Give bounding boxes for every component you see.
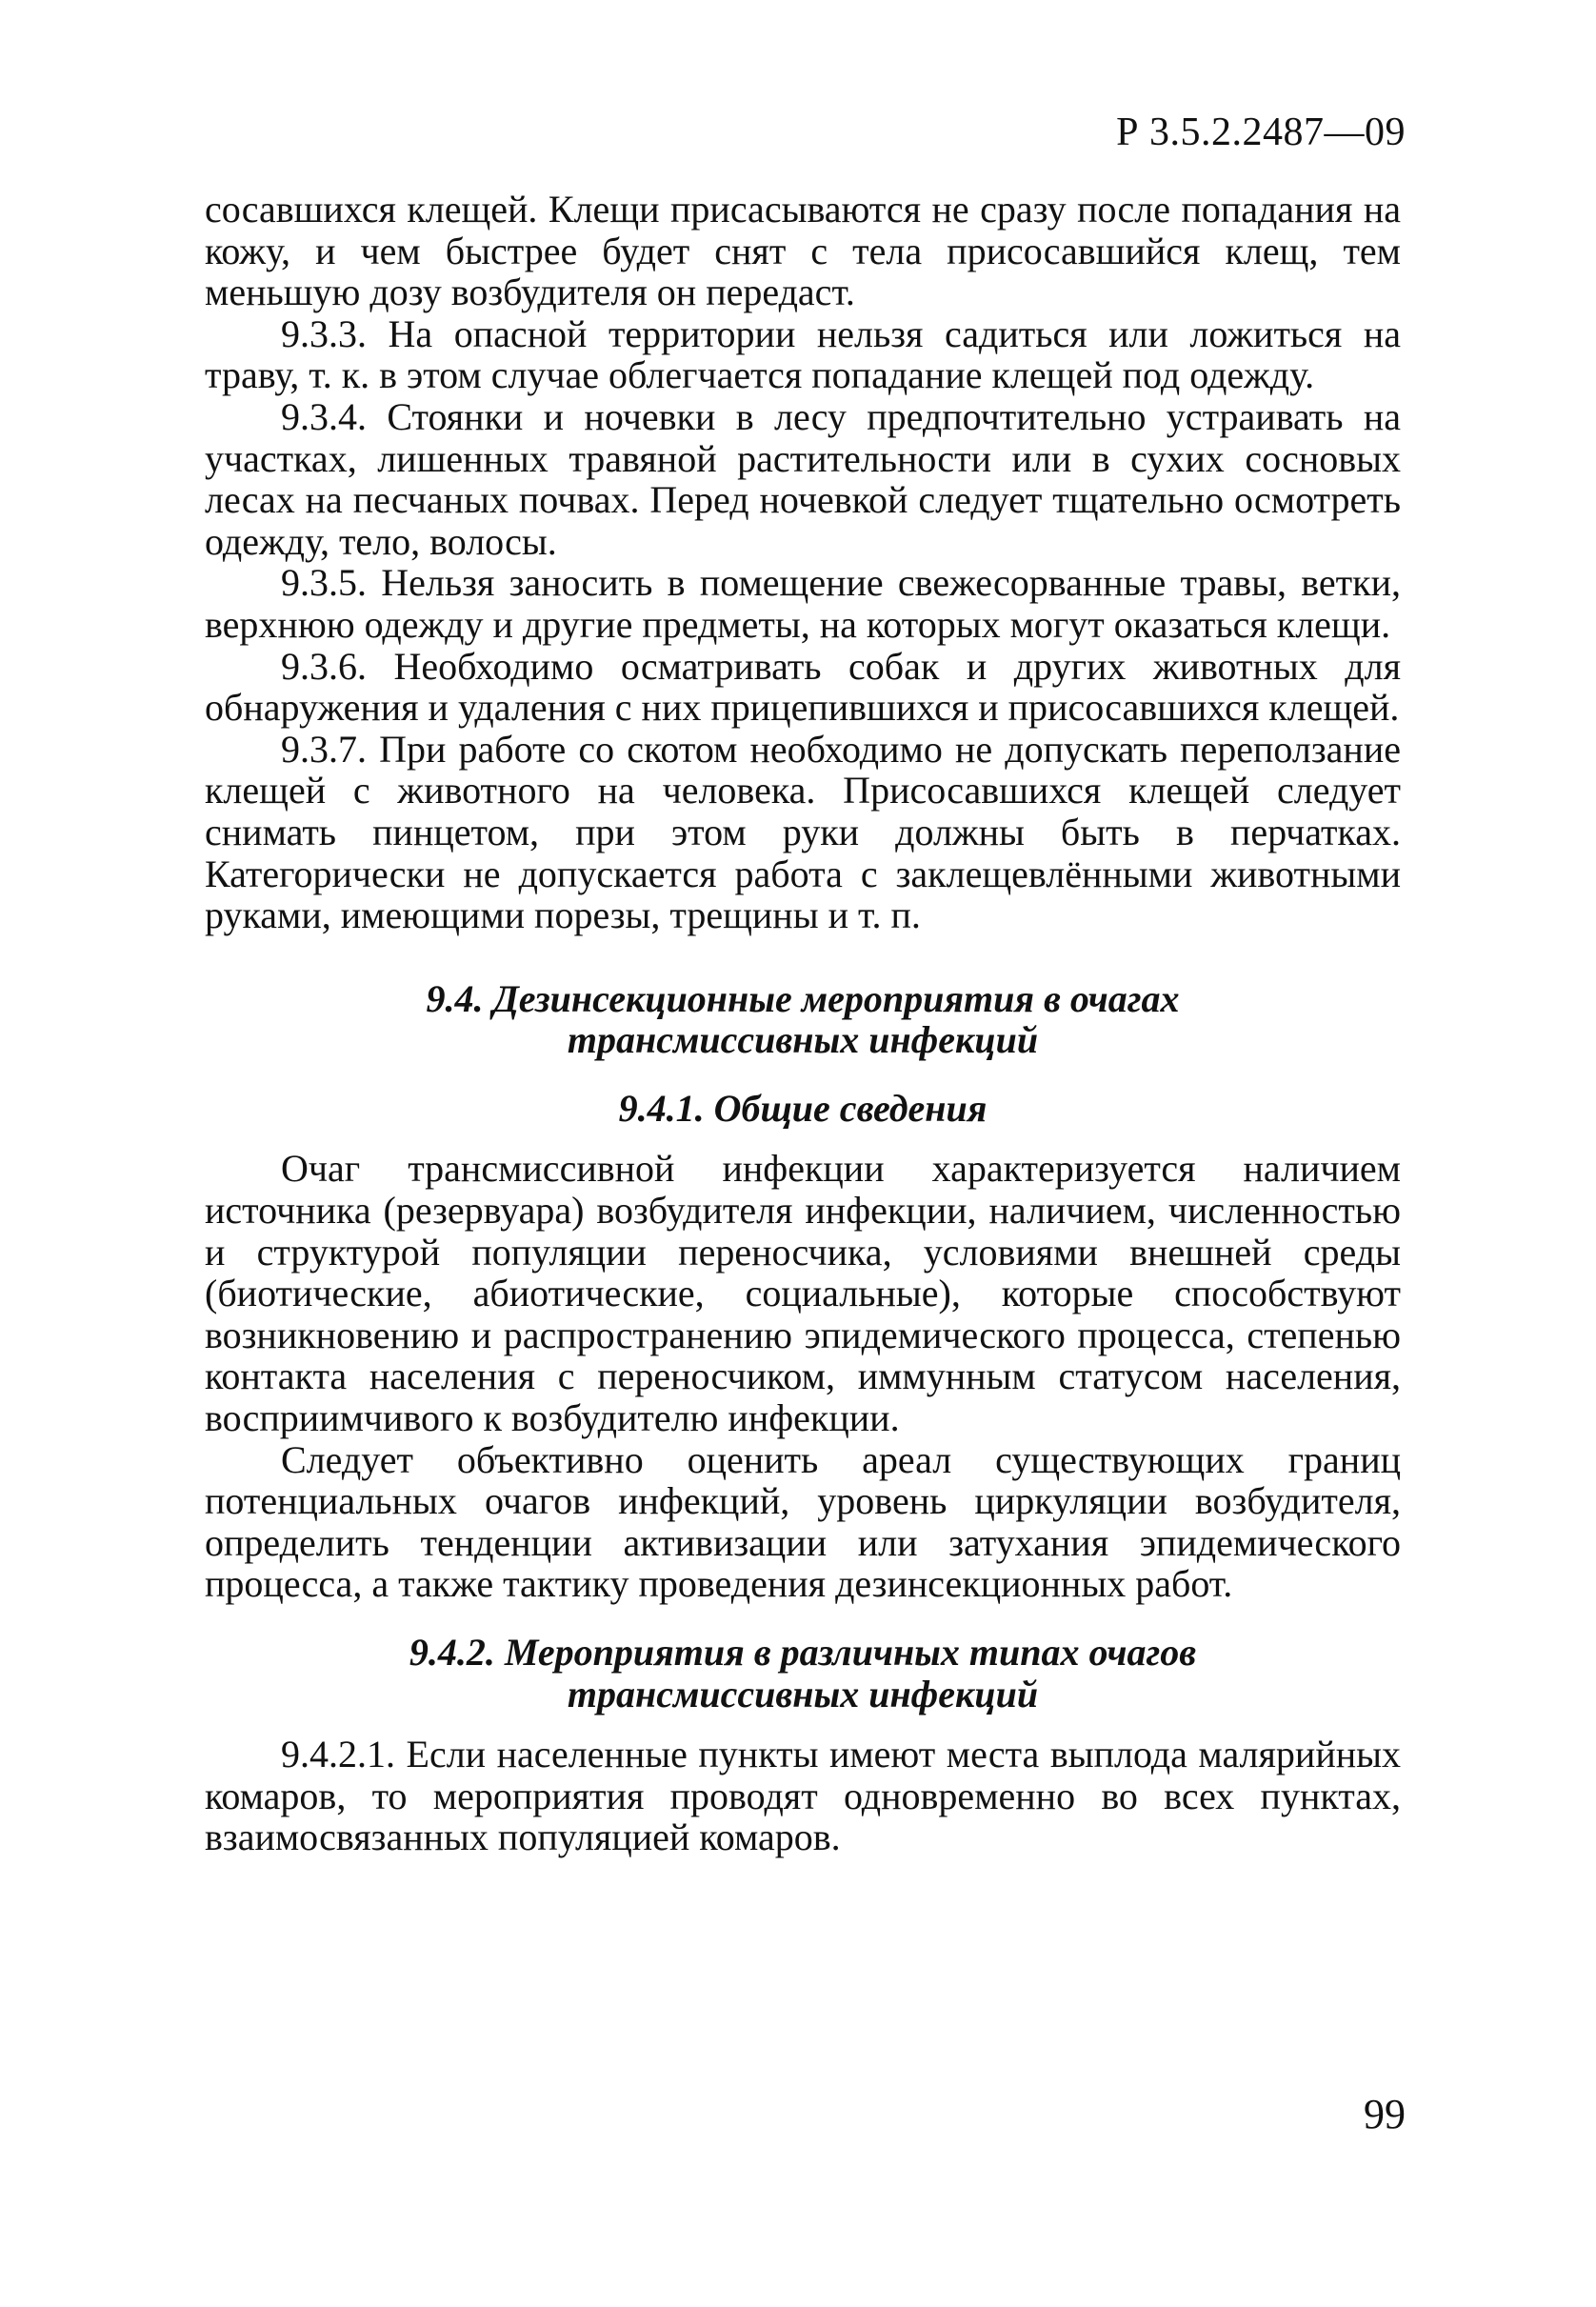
section-heading-9-4 — [205, 978, 1401, 1061]
subsection-heading-9-4-1: 9.4.1. Общие сведения — [618, 1086, 988, 1130]
paragraph-9-4-2-1: 9.4.2.1. Если населенные пункты имеют места выплода малярийных комаров, то мероприятия проводят одновременно во всех пунктах, взаимосвязанных популяцией комаров. — [205, 1733, 1401, 1859]
subsection-heading-9-4-2-line1: 9.4.2. Мероприятия в различных типах очагов — [409, 1631, 1197, 1674]
section-heading-9-4-line1: 9.4. Дезинсекционные мероприятия в очагах — [426, 976, 1180, 1020]
page-number: 99 — [1364, 2091, 1406, 2137]
paragraph-9-4-1-b: Следует объективно оценить ареал существующих границ потенциальных очагов инфекций, уровень циркуляции возбудителя, определить тенденции активизации или затухания эпидемического процесса, а также тактику проведения дезинсекционных работ. — [205, 1437, 1401, 1606]
paragraph-9-4-1-a: Очаг трансмиссивной инфекции характеризуется наличием источника (резервуара) возбудителя инфекции, наличием, численностью и структурой популяции переносчика, условиями внешней среды (биотические, абиотические, социальные), которые способствуют возникновению и распространению эпидемического процесса, степенью контакта населения с переносчиком, иммунным статусом населения, восприимчивого к возбудителю инфекции. — [205, 1147, 1401, 1440]
page-body — [205, 189, 1401, 1858]
document-code: Р 3.5.2.2487—09 — [1116, 110, 1406, 154]
subsection-heading-9-4-2-line2: трансмиссивных инфекций — [567, 1672, 1039, 1715]
subsection-heading-9-4-2 — [205, 1632, 1401, 1715]
paragraph-9-3-6: 9.3.6. Необходимо осматривать собак и других животных для обнаружения и удаления с них прицепившихся и присосавшихся клещей. — [205, 644, 1401, 730]
paragraph-9-3-5: 9.3.5. Нельзя заносить в помещение свежесорванные травы, ветки, верхнюю одежду и другие предметы, на которых могут оказаться клещи. — [205, 561, 1401, 646]
paragraph-continuation: сосавшихся клещей. Клещи присасываются не сразу после попадания на кожу, и чем быстрее будет снят с тела присосавшийся клещ, тем меньшую дозу возбудителя он передаст. — [205, 188, 1401, 314]
paragraph-9-3-3: 9.3.3. На опасной территории нельзя садиться или ложиться на траву, т. к. в этом случае облегчается попадание клещей под одежду. — [205, 311, 1401, 397]
paragraph-9-3-4: 9.3.4. Стоянки и ночевки в лесу предпочтительно устраивать на участках, лишенных травяной растительности или в сухих сосновых лесах на песчаных почвах. Перед ночевкой следует тщательно осмотреть одежду, тело, волосы. — [205, 394, 1401, 563]
paragraph-9-3-7: 9.3.7. При работе со скотом необходимо не допускать переползание клещей с животного на человека. Присосавшихся клещей следует снимать пинцетом, при этом руки должны быть в перчатках. Категорически не допускается работа с заклещевлёнными животными руками, имеющими порезы, трещины и т. п. — [205, 727, 1401, 937]
section-heading-9-4-line2: трансмиссивных инфекций — [567, 1018, 1039, 1062]
